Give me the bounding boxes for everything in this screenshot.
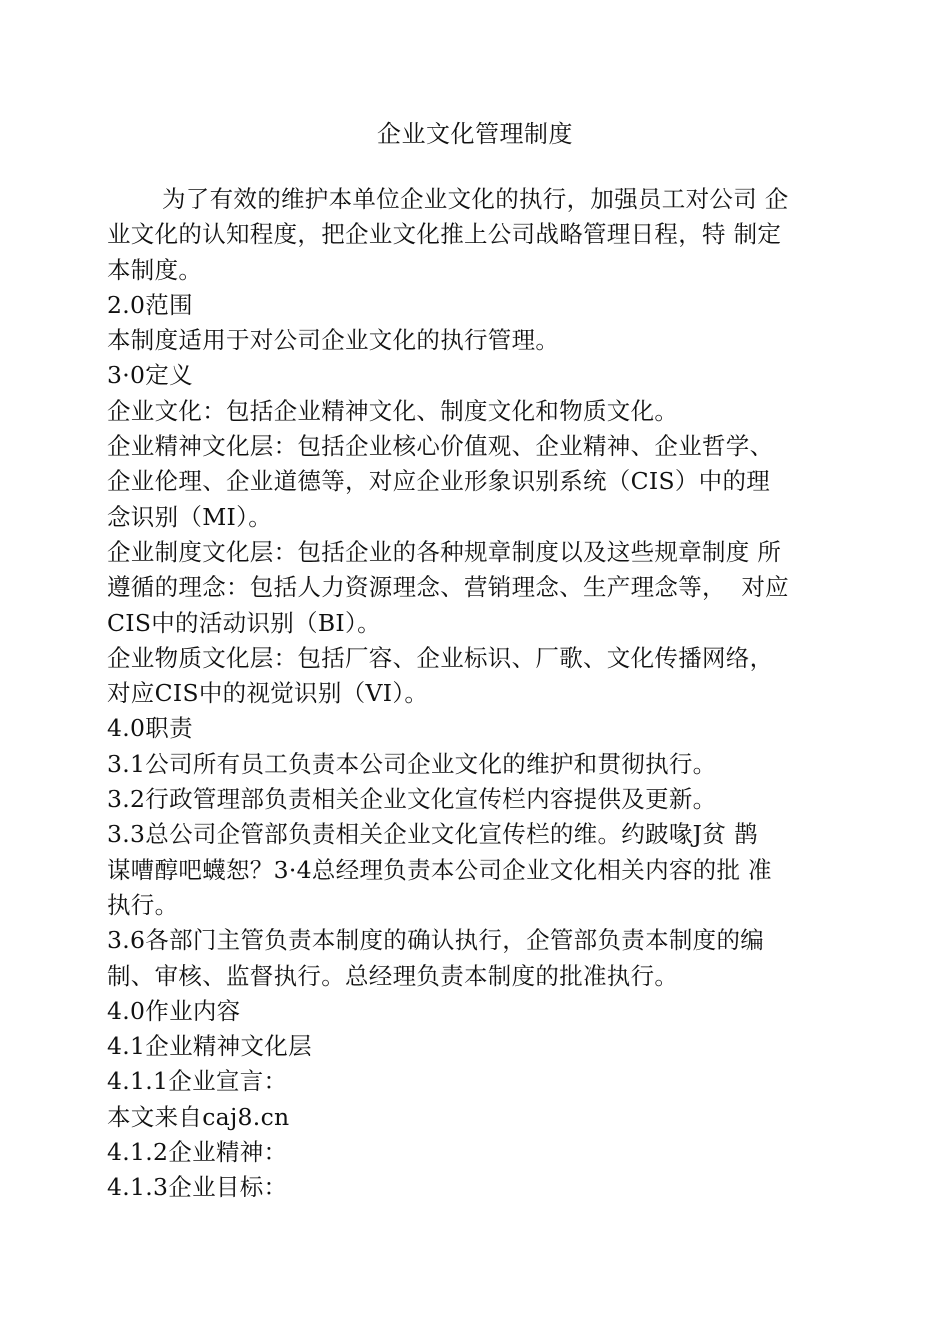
paragraph-line: 企业物质文化层：包括厂容、企业标识、厂歌、文化传播网络， xyxy=(107,643,774,672)
paragraph-line: 为了有效的维护本单位企业文化的执行，加强员工对公司 企 xyxy=(162,185,789,213)
paragraph-line: 念识别（MI）。 xyxy=(107,502,272,531)
paragraph-line: 企业伦理、企业道德等，对应企业形象识别系统（CIS）中的理 xyxy=(107,467,771,496)
paragraph-line: 3.1公司所有员工负责本公司企业文化的维护和贯彻执行。 xyxy=(107,749,717,778)
subsection-heading: 4.1.3企业目标： xyxy=(107,1173,288,1202)
subsection-heading: 4.1.1企业宣言： xyxy=(107,1067,288,1096)
section-heading: 2.0范围 xyxy=(107,290,193,319)
paragraph-line: CIS中的活动识别（BI）。 xyxy=(107,608,381,637)
document-title: 企业文化管理制度 xyxy=(377,120,573,148)
paragraph-line: 执行。 xyxy=(107,890,179,919)
paragraph-line: 本制度。 xyxy=(107,255,203,284)
paragraph-line: 3.6各部门主管负责本制度的确认执行，企管部负责本制度的编 xyxy=(107,926,765,955)
paragraph-line: 遵循的理念：包括人力资源理念、营销理念、生产理念等， 对应 xyxy=(107,573,789,602)
paragraph-line: 对应CIS中的视觉识别（VI）。 xyxy=(107,679,429,708)
subsection-heading: 4.1企业精神文化层 xyxy=(107,1032,312,1061)
section-heading: 4.0作业内容 xyxy=(107,996,241,1025)
paragraph-line: 3.3总公司企管部负责相关企业文化宣传栏的维。约跛喙J贫 鹊 xyxy=(107,820,758,849)
paragraph-line: 制、审核、监督执行。总经理负责本制度的批准执行。 xyxy=(107,961,679,990)
section-heading: 3·0定义 xyxy=(107,361,193,390)
document-body xyxy=(107,182,857,1206)
paragraph-line: 3.2行政管理部负责相关企业文化宣传栏内容提供及更新。 xyxy=(107,785,717,814)
paragraph-line: 本制度适用于对公司企业文化的执行管理。 xyxy=(107,326,560,355)
paragraph-line: 业文化的认知程度，把企业文化推上公司战略管理日程，特 制定 xyxy=(107,220,782,249)
subsection-heading: 4.1.2企业精神： xyxy=(107,1138,288,1167)
paragraph-line: 企业文化：包括企业精神文化、制度文化和物质文化。 xyxy=(107,396,679,425)
section-heading: 4.0职责 xyxy=(107,714,193,743)
paragraph-line: 谋嘈醇吧蠛恕？3·4总经理负责本公司企业文化相关内容的批 准 xyxy=(107,855,772,884)
paragraph-line: 企业制度文化层：包括企业的各种规章制度以及这些规章制度 所 xyxy=(107,537,782,566)
paragraph-line: 企业精神文化层：包括企业核心价值观、企业精神、企业哲学、 xyxy=(107,432,774,461)
paragraph-line: 本文来自caj8.cn xyxy=(107,1102,290,1131)
